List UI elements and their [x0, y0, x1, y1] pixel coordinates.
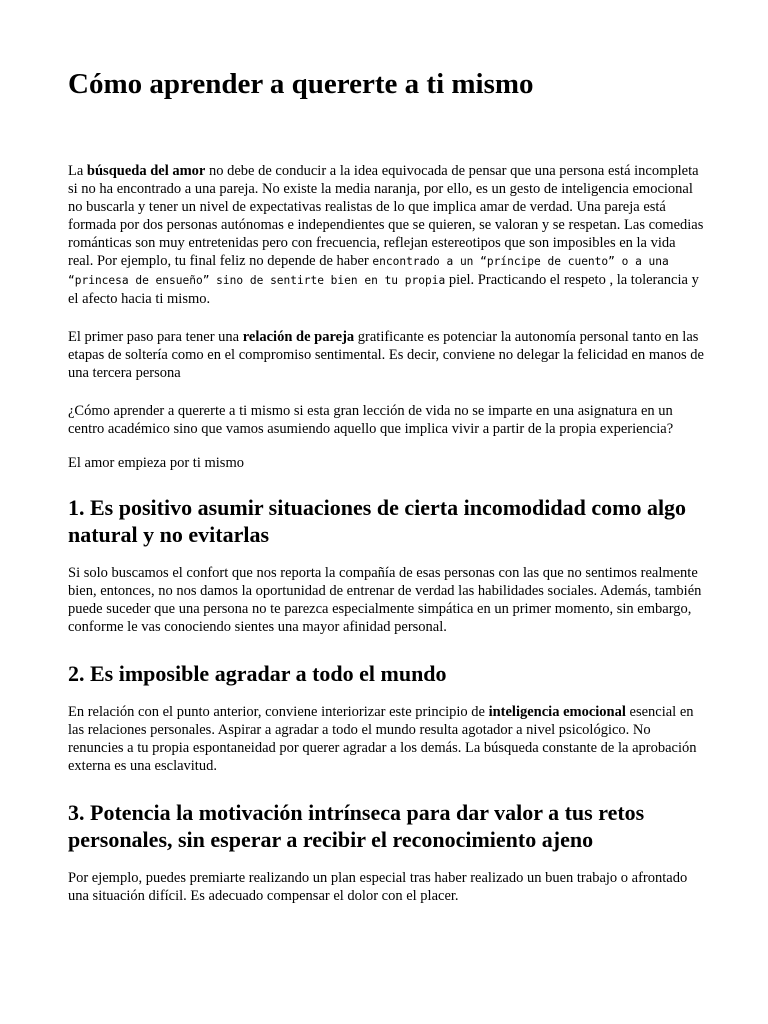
section-3 — [68, 799, 704, 905]
section-2-text-start: En relación con el punto anterior, conviene interiorizar este principio de — [68, 704, 489, 720]
intro-paragraph-1 — [68, 162, 704, 308]
intro-p2-text-end: gratificante es potenciar la autonomía personal tanto en las etapas de soltería como en el compromiso sentimental. Es decir, conviene no delegar la felicidad en manos de una tercera persona — [68, 329, 704, 381]
section-1-heading: 1. Es positivo asumir situaciones de cierta incomodidad como algo natural y no evitarlas — [68, 495, 687, 547]
section-3-heading: 3. Potencia la motivación intrínseca para dar valor a tus retos personales, sin esperar a recibir el reconocimiento ajeno — [68, 800, 645, 852]
intro-paragraph-2 — [68, 328, 704, 382]
intro-paragraph-3: ¿Cómo aprender a quererte a ti mismo si esta gran lección de vida no se imparte en una asignatura en un centro académico sino que vamos asumiendo aquello que implica vivir a partir de la propia experiencia? — [68, 403, 674, 437]
section-2-heading: 2. Es imposible agradar a todo el mundo — [68, 661, 447, 686]
section-2-text-end: esencial en las relaciones personales. Aspirar a agradar a todo el mundo resulta agotador a nivel psicológico. No renuncies a tu propia espontaneidad por querer agradar a los demás. La búsqueda constante de la aprobación externa es una esclavitud. — [68, 704, 697, 774]
intro-p2-text-start: El primer paso para tener una — [68, 329, 243, 345]
intro-p1-text-start: La — [68, 163, 87, 179]
section-1 — [68, 494, 704, 636]
section-2 — [68, 660, 704, 775]
intro-paragraph-4: El amor empieza por ti mismo — [68, 455, 244, 471]
document-page — [68, 66, 704, 921]
intro-p1-bold: búsqueda del amor — [86, 163, 206, 179]
page-title: Cómo aprender a quererte a ti mismo — [68, 68, 534, 100]
section-1-body: Si solo buscamos el confort que nos reporta la compañía de esas personas con las que no sentimos realmente bien, entonces, no nos damos la oportunidad de entrenar de verdad las habilidades sociales. Además, también puede suceder que una persona no te parezca especialmente simpática en un primer momento, sin embargo, conforme le vas conociendo sientes una mayor afinidad personal. — [68, 565, 702, 635]
section-3-body: Por ejemplo, puedes premiarte realizando un plan especial tras haber realizado un buen trabajo o afrontado una situación difícil. Es adecuado compensar el dolor con el placer. — [68, 870, 688, 904]
section-2-body — [68, 703, 704, 775]
intro-p1-text-end: piel. Practicando el respeto , la tolerancia y el afecto hacia ti mismo. — [68, 272, 699, 307]
section-2-bold: inteligencia emocional — [488, 704, 626, 720]
intro-p2-bold: relación de pareja — [242, 329, 355, 345]
intro-p1-mono-text: encontrado a un “príncipe de cuento” o a una “princesa de ensueño” sino de sentirte bien en tu propia — [68, 255, 669, 287]
intro-p1-text-middle: no debe de conducir a la idea equivocada de pensar que una persona está incompleta si no ha encontrado a una pareja. No existe la media naranja, por ello, es un gesto de inteligencia emocional no buscarla y tener un nivel de expectativas realistas de lo que implica amar de verdad. Una pareja está formada por dos personas autónomas e independientes que se quieren, se valoran y se respetan. Las comedias románticas son muy entretenidas pero con frecuencia, reflejan estereotipos que son imposibles en la vida real. Por ejemplo, tu final feliz no depende de haber — [68, 163, 704, 269]
